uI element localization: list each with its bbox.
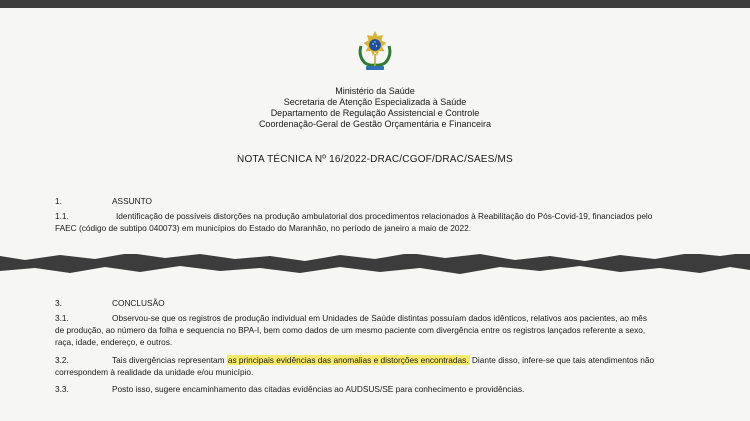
paragraph-3-1-line-3: raça, idade, endereço, e outros. [55, 337, 173, 347]
section-3-number: 3. [55, 298, 62, 308]
brazil-coat-of-arms-emblem [355, 30, 395, 72]
paragraph-3-3-line-1: Posto isso, sugere encaminhamento das citadas evidências ao AUDSUS/SE para conhecimento e providências. [112, 384, 525, 394]
paragraph-3-2-line-2: correspondem à realidade da unidade e/ou município. [55, 367, 254, 377]
torn-edge-middle-bottom [0, 262, 750, 278]
paragraph-3-1-line-1: Observou-se que os registros de produção individual em Unidades de Saúde distintas possuíam dados idênticos, relativos aos pacientes, ao mês [112, 313, 647, 323]
paragraph-3-2-number: 3.2. [55, 355, 69, 365]
paragraph-3-2-text-start: Tais divergências representam [112, 355, 225, 365]
department-name: Departamento de Regulação Assistencial e Controle [270, 108, 480, 118]
highlighted-key-finding: as principais evidências das anomalias e distorções encontradas. [227, 355, 469, 365]
coordination-name: Coordenação-Geral de Gestão Orçamentária e Financeira [258, 119, 492, 129]
paragraph-3-1-number: 3.1. [55, 313, 69, 323]
technical-note-title: NOTA TÉCNICA Nº 16/2022-DRAC/CGOF/DRAC/SAES/MS [237, 154, 513, 165]
torn-edge-top [0, 0, 750, 16]
paragraph-1-1-number: 1.1. [55, 211, 69, 221]
ministry-name: Ministério da Saúde [335, 86, 415, 96]
paragraph-3-2-text-end: Diante disso, infere-se que tais atendimentos não [471, 355, 655, 365]
secretariat-name: Secretaria de Atenção Especializada à Saúde [283, 97, 467, 107]
section-1-number: 1. [55, 196, 62, 206]
paragraph-3-3-number: 3.3. [55, 384, 69, 394]
paragraph-3-1-line-2: de produção, ao número da folha e sequencia no BPA-I, bem como dados de um mesmo paciente com divergência entre os registros lançados referente a sexo, [55, 325, 646, 335]
paragraph-1-1-line-1: Identificação de possíveis distorções na produção ambulatorial dos procedimentos relacionados à Reabilitação do Pós-Covid-19, financiados pelo [116, 211, 653, 221]
paragraph-1-1-line-2: FAEC (código de subtipo 040073) em municípios do Estado do Maranhão, no período de janeiro a maio de 2022. [55, 223, 472, 233]
section-3-title: CONCLUSÃO [112, 298, 165, 308]
paragraph-3-2-line-1 [112, 355, 654, 367]
section-1-title: ASSUNTO [112, 196, 152, 206]
